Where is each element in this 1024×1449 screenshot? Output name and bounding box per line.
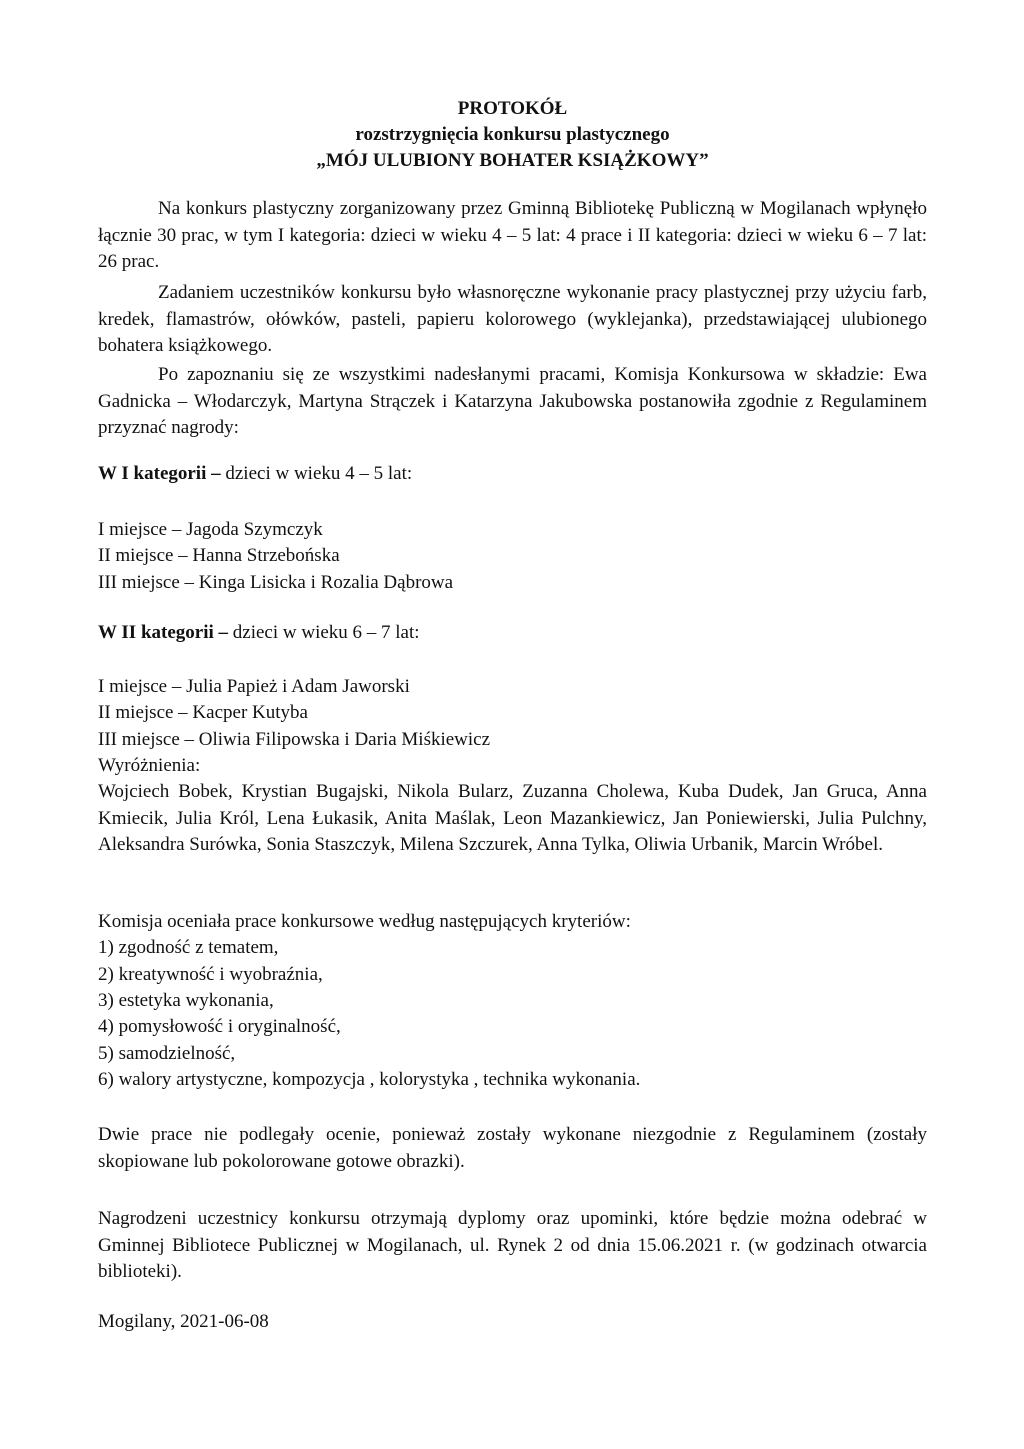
category-1-heading-rest: dzieci w wieku 4 – 5 lat: [220,463,413,484]
intro-paragraph-3: Po zapoznaniu się ze wszystkimi nadesłanymi pracami, Komisja Konkursowa w składzie: Ewa Gadnicka – Włodarczyk, Martyna Strączek i Katarzyna Jakubowska postanowiła zgodnie z Regulaminem przyznać nagrody: [98,364,927,438]
category-1-heading-bold: W I kategorii – [98,463,221,484]
category-1-place-2: II miejsce – Hanna Strzebońska [98,545,340,566]
category-1-place-3: III miejsce – Kinga Lisicka i Rozalia Dąbrowa [98,572,454,593]
criteria-item-4: 4) pomysłowość i oryginalność, [98,1016,341,1037]
category-2-heading [98,620,420,646]
document-subtitle: rozstrzygnięcia konkursu plastycznego [355,124,670,145]
place-and-date: Mogilany, 2021-06-08 [98,1311,269,1332]
category-2-place-3: III miejsce – Oliwia Filipowska i Daria Miśkiewicz [98,729,491,750]
intro-paragraph-1: Na konkurs plastyczny zorganizowany przez Gminną Bibliotekę Publiczną w Mogilanach wpłynęło łącznie 30 prac, w tym I kategoria: dzieci w wieku 4 – 5 lat: 4 prace i II kategoria: dzieci w wieku 6 – 7 lat: 26 prac. [98,198,927,272]
criteria-item-5: 5) samodzielność, [98,1043,236,1064]
category-2-heading-rest: dzieci w wieku 6 – 7 lat: [228,622,420,643]
category-1-place-1: I miejsce – Jagoda Szymczyk [98,519,323,540]
criteria-item-3: 3) estetyka wykonania, [98,990,274,1011]
distinctions-list: Wojciech Bobek, Krystian Bugajski, Nikola Bularz, Zuzanna Cholewa, Kuba Dudek, Jan Gruca, Anna Kmiecik, Julia Król, Lena Łukasik, Anita Maślak, Leon Mazankiewicz, Jan Poniewierski, Julia Pulchny, Aleksandra Surówka, Sonia Staszczyk, Milena Szczurek, Anna Tylka, Oliwia Urbanik, Marcin Wróbel. [98,781,927,855]
title-block [98,96,927,174]
criteria-intro: Komisja oceniała prace konkursowe według następujących kryteriów: [98,911,631,932]
prizes-note: Nagrodzeni uczestnicy konkursu otrzymają dyplomy oraz upominki, które będzie można odebrać w Gminnej Bibliotece Publicznej w Mogilanach, ul. Rynek 2 od dnia 15.06.2021 r. (w godzinach otwarcia biblioteki). [98,1208,927,1282]
category-2-heading-bold: W II kategorii – [98,622,229,643]
category-2-place-1: I miejsce – Julia Papież i Adam Jaworski [98,676,410,697]
criteria-item-6: 6) walory artystyczne, kompozycja , kolorystyka , technika wykonania. [98,1069,641,1090]
category-1-heading [98,461,412,487]
intro-paragraph-2: Zadaniem uczestników konkursu było własnoręczne wykonanie pracy plastycznej przy użyciu farb, kredek, flamastrów, ołówków, pasteli, papieru kolorowego (wyklejanka), przedstawiającej ulubionego bohatera książkowego. [98,282,927,356]
category-2-place-2: II miejsce – Kacper Kutyba [98,702,308,723]
criteria-item-1: 1) zgodność z tematem, [98,937,279,958]
document-title: PROTOKÓŁ [457,98,568,119]
disqualified-note: Dwie prace nie podlegały ocenie, ponieważ zostały wykonane niezgodnie z Regulaminem (zostały skopiowane lub pokolorowane gotowe obrazki). [98,1124,927,1172]
contest-name: „MÓJ ULUBIONY BOHATER KSIĄŻKOWY” [316,150,709,171]
criteria-item-2: 2) kreatywność i wyobraźnia, [98,964,323,985]
distinctions-label: Wyróżnienia: [98,755,201,776]
